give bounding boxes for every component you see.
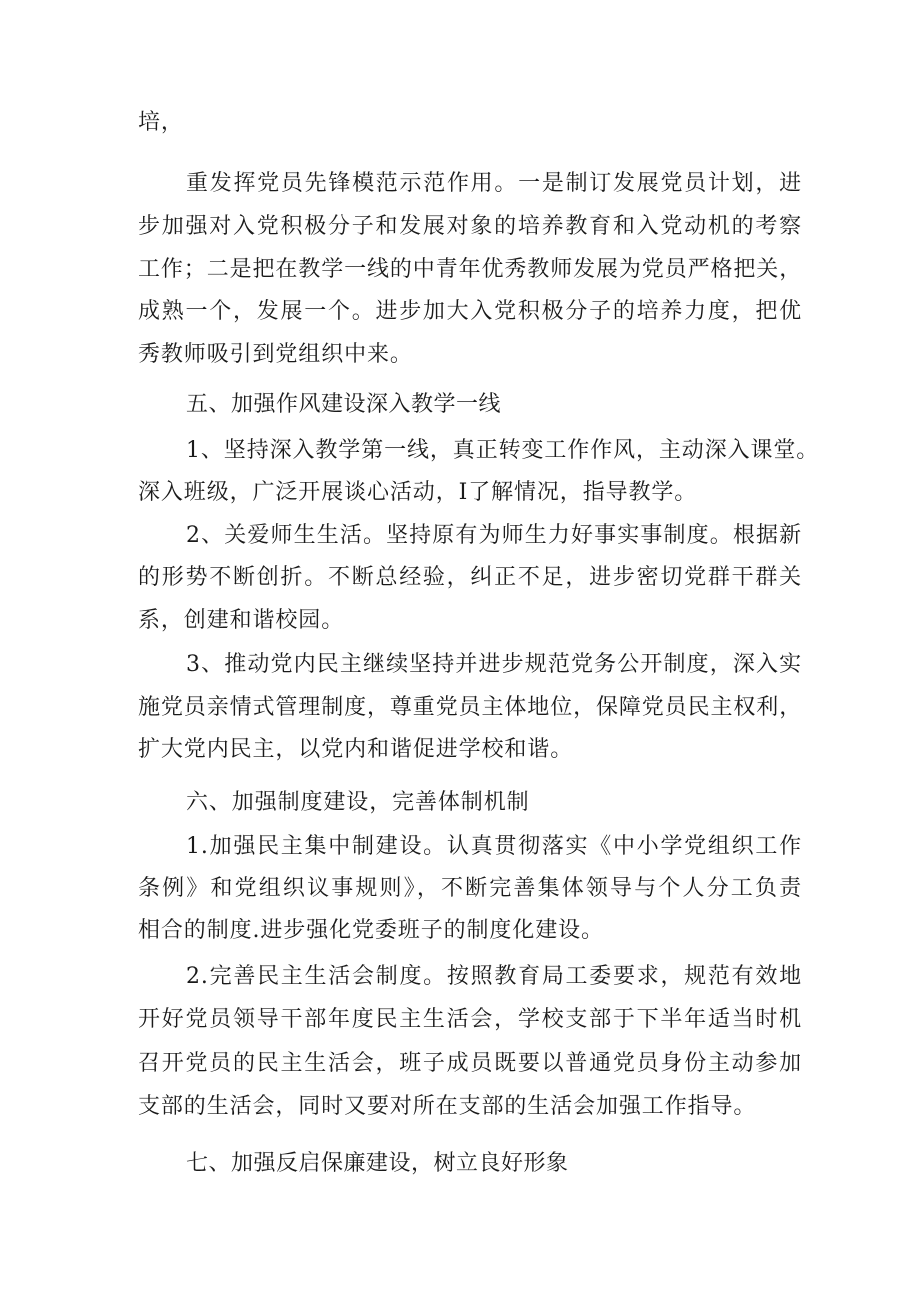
section-heading: 五、加强作风建设深入教学一线 — [186, 392, 502, 417]
section-heading: 七、加强反启保廉建设，树立良好形象 — [186, 1151, 569, 1176]
paragraph-line: 1、坚持深入教学第一线，真正转变工作作风，主动深入课堂。 — [186, 438, 820, 463]
paragraph-line: 的形势不断创折。不断总经验，纠正不足，进步密切党群干群关 — [138, 565, 802, 590]
paragraph-line: 成熟一个，发展一个。进步加大入党积极分子的培养力度，把优 — [138, 299, 802, 324]
paragraph-line: 深入班级，广泛开展谈心活动，I了解情况，指导教学。 — [138, 480, 698, 505]
paragraph-line: 召开党员的民主生活会，班子成员既要以普通党员身份主动参加 — [138, 1051, 802, 1076]
paragraph-line: 秀教师吸引到党组织中来。 — [138, 342, 413, 367]
paragraph-line: 系，创建和谐校园。 — [138, 608, 345, 633]
paragraph-line: 相合的制度.进步强化党委班子的制度化建设。 — [138, 918, 604, 943]
paragraph-line: 工作；二是把在教学一线的中青年优秀教师发展为党员严格把关， — [138, 257, 803, 282]
paragraph-line: 步加强对入党积极分子和发展对象的培养教育和入党动机的考察 — [138, 214, 802, 239]
paragraph-line: 开好党员领导干部年度民主生活会，学校支部于下半年适当时机 — [138, 1007, 802, 1032]
paragraph-line: 3、推动党内民主继续坚持并进步规范党务公开制度，深入实 — [186, 652, 802, 677]
paragraph-line: 条例》和党组织议事规则》，不断完善集体领导与个人分工负责 — [138, 876, 802, 901]
paragraph-line: 支部的生活会，同时又要对所在支部的生活会加强工作指导。 — [138, 1094, 757, 1119]
section-heading: 六、加强制度建设，完善体制机制 — [186, 790, 530, 815]
paragraph-line: 2.完善民主生活会制度。按照教育局工委要求，规范有效地 — [186, 964, 802, 989]
text-line: 培， — [138, 110, 184, 135]
paragraph-line: 2、关爱师生生活。坚持原有为师生力好事实事制度。根据新 — [186, 523, 802, 548]
paragraph-line: 施党员亲情式管理制度，尊重党员主体地位，保障党员民主权利， — [138, 695, 803, 720]
paragraph-line: 扩大党内民主，以党内和谐促进学校和谐。 — [138, 737, 574, 762]
paragraph-line: 重发挥党员先锋模范示范作用。一是制订发展党员计划，进 — [186, 171, 802, 196]
paragraph-line: 1.加强民主集中制建设。认真贯彻落实《中小学党组织工作 — [186, 834, 802, 859]
